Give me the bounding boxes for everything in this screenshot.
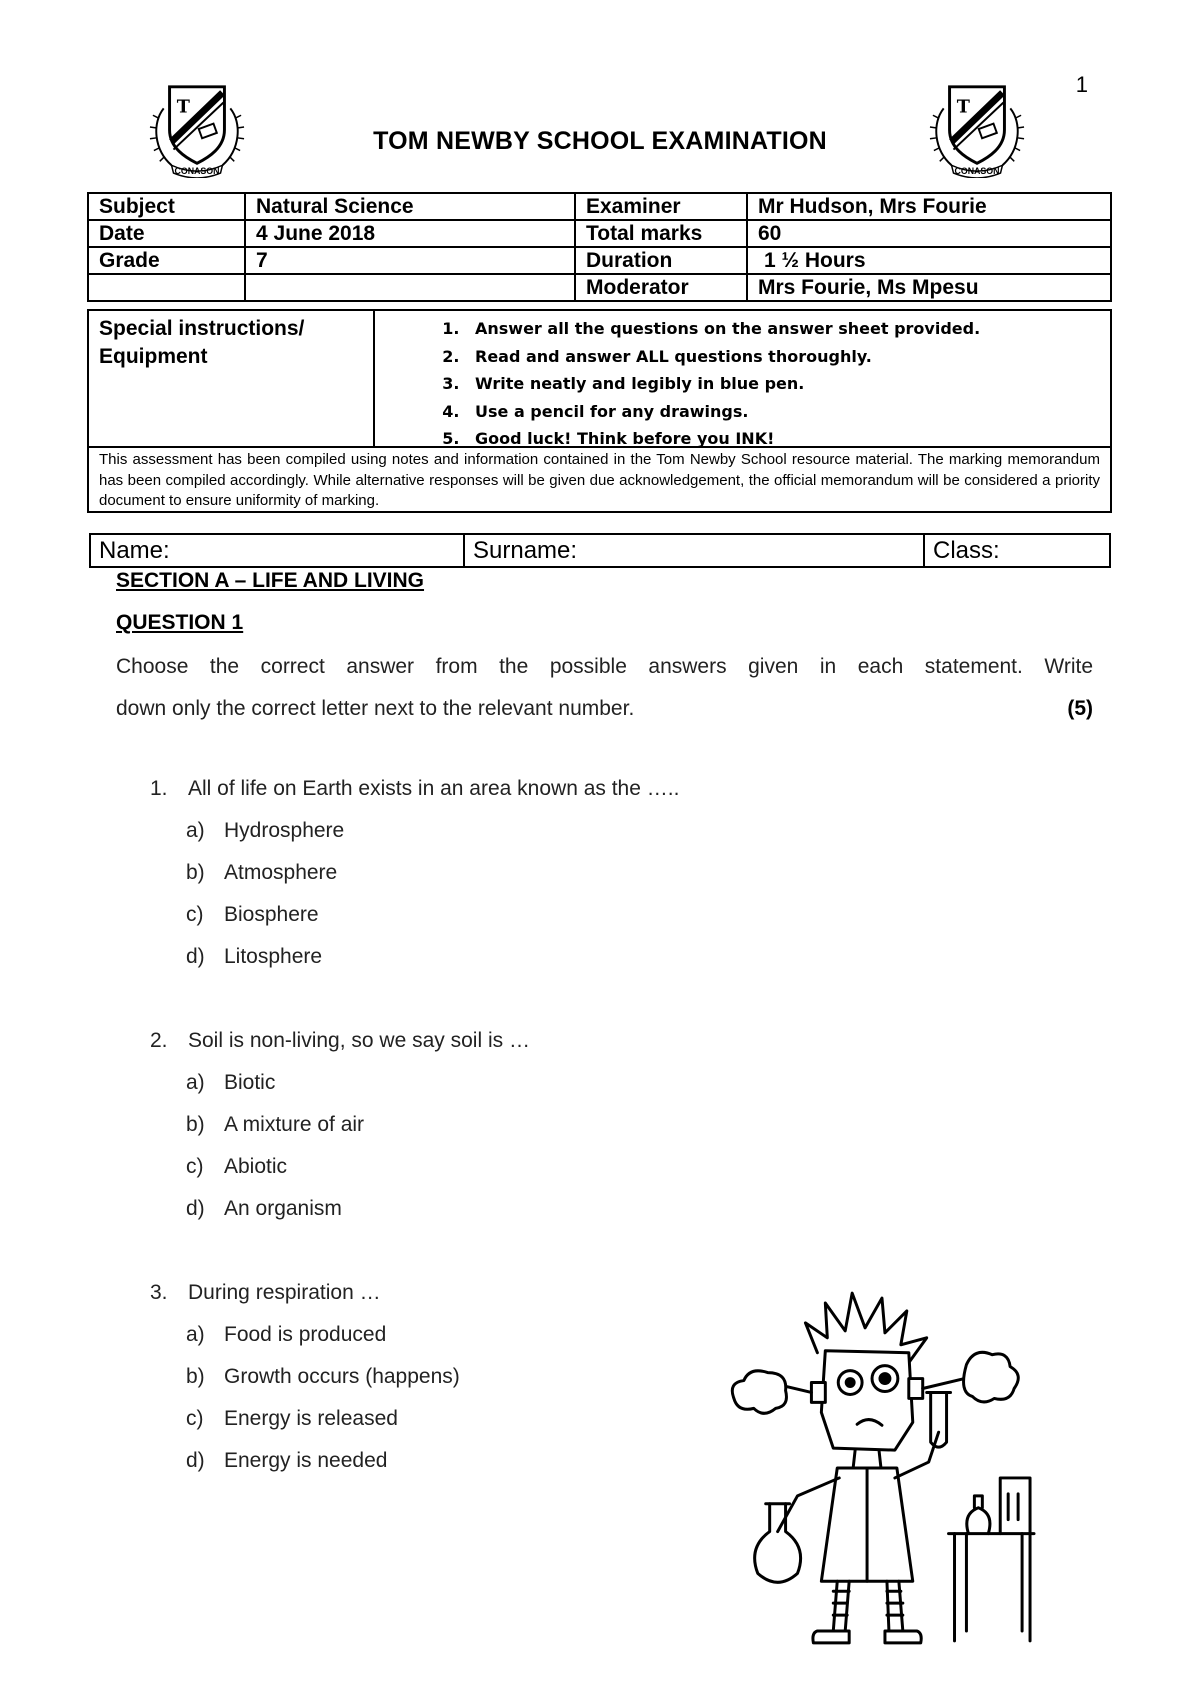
exam-title: TOM NEWBY SCHOOL EXAMINATION	[373, 127, 827, 155]
answer-option	[150, 852, 679, 894]
answer-option	[150, 894, 679, 936]
question-number: 1.	[150, 777, 168, 800]
list-item: 5. Good luck! Think before you INK!	[465, 425, 1110, 453]
option-letter: c)	[186, 1155, 204, 1178]
scientist-illustration-icon	[718, 1282, 1036, 1654]
surname-field[interactable]	[464, 534, 924, 567]
list-item: 4. Use a pencil for any drawings.	[465, 398, 1110, 426]
empty-cell	[245, 274, 575, 301]
date-value: 4 June 2018	[245, 220, 575, 247]
answer-option	[150, 1104, 679, 1146]
option-letter: a)	[186, 819, 205, 842]
answer-option	[150, 1440, 679, 1482]
subject-label: Subject	[88, 193, 245, 220]
grade-label: Grade	[88, 247, 245, 274]
option-letter: c)	[186, 903, 204, 926]
option-letter: d)	[186, 945, 205, 968]
total-marks-value: 60	[747, 220, 1111, 247]
crest-motto: CONASON	[174, 166, 220, 177]
page-number: 1	[1075, 72, 1088, 97]
section-title: SECTION A – LIFE AND LIVING	[116, 569, 425, 592]
svg-text:T: T	[176, 96, 190, 118]
assessment-note: This assessment has been compiled using notes and information contained in the Tom Newby School resource material. The marking memorandum has been compiled accordingly. While alternative responses will be given due acknowledgement, the official memorandum will be considered a priority document to ensure uniformity of marking.	[89, 446, 1110, 511]
instructions-box	[87, 309, 1112, 513]
table-row	[88, 274, 1111, 301]
answer-option	[150, 1356, 679, 1398]
option-text: Growth occurs (happens)	[224, 1365, 460, 1388]
intro-line: down only the correct letter next to the relevant number.	[116, 697, 635, 720]
name-field[interactable]	[90, 534, 464, 567]
option-letter: b)	[186, 1365, 205, 1388]
option-text: Litosphere	[224, 945, 323, 968]
option-letter: a)	[186, 1071, 205, 1094]
option-letter: a)	[186, 1323, 205, 1346]
answer-option	[150, 1062, 679, 1104]
examiner-label: Examiner	[575, 193, 747, 220]
question-stem: During respiration …	[188, 1281, 381, 1304]
marks-allocation: (5)	[1067, 697, 1093, 720]
empty-cell	[88, 274, 245, 301]
option-text: Atmosphere	[224, 861, 338, 884]
question-title: QUESTION 1	[116, 611, 244, 634]
question-instructions	[116, 646, 1093, 730]
question-stem: All of life on Earth exists in an area known as the …..	[188, 777, 680, 800]
moderator-label: Moderator	[575, 274, 747, 301]
answer-option	[150, 936, 679, 978]
table-row	[88, 220, 1111, 247]
intro-line: Choose the correct answer from the possible answers given in each statement. Write	[116, 655, 1093, 678]
class-field[interactable]	[924, 534, 1110, 567]
option-text: Energy is released	[224, 1407, 398, 1430]
question-number: 2.	[150, 1029, 168, 1052]
option-text: Biotic	[224, 1071, 276, 1094]
instructions-label-line: Equipment	[99, 345, 208, 368]
option-text: An organism	[224, 1197, 342, 1220]
class-label: Class:	[933, 537, 1000, 564]
option-text: Energy is needed	[224, 1449, 388, 1472]
option-text: Hydrosphere	[224, 819, 345, 842]
duration-label: Duration	[575, 247, 747, 274]
crest-motto: CONASON	[954, 166, 1000, 177]
option-letter: c)	[186, 1407, 204, 1430]
total-marks-label: Total marks	[575, 220, 747, 247]
grade-value: 7	[245, 247, 575, 274]
table-row	[90, 534, 1110, 567]
option-text: Abiotic	[224, 1155, 288, 1178]
answer-option	[150, 1398, 679, 1440]
name-label: Name:	[99, 537, 170, 564]
question-item	[150, 768, 679, 978]
instructions-label	[89, 311, 375, 446]
question-stem: Soil is non-living, so we say soil is …	[188, 1029, 530, 1052]
examiner-value: Mr Hudson, Mrs Fourie	[747, 193, 1111, 220]
question-item	[150, 1272, 679, 1482]
date-label: Date	[88, 220, 245, 247]
svg-text:T: T	[956, 96, 970, 118]
answer-option	[150, 810, 679, 852]
table-row	[88, 193, 1111, 220]
instructions-label-line: Special instructions/	[99, 317, 305, 340]
moderator-value: Mrs Fourie, Ms Mpesu	[747, 274, 1111, 301]
student-details-table	[89, 533, 1111, 568]
option-letter: b)	[186, 1113, 205, 1136]
question-number: 3.	[150, 1281, 168, 1304]
option-letter: d)	[186, 1197, 205, 1220]
list-item: 2. Read and answer ALL questions thoroughly.	[465, 343, 1110, 371]
question-list	[150, 768, 679, 1524]
option-letter: b)	[186, 861, 205, 884]
answer-option	[150, 1188, 679, 1230]
option-text: Biosphere	[224, 903, 319, 926]
option-letter: d)	[186, 1449, 205, 1472]
option-text: A mixture of air	[224, 1113, 365, 1136]
duration-value: 1 ½ Hours	[747, 247, 1111, 274]
list-item: 1. Answer all the questions on the answer sheet provided.	[465, 315, 1110, 343]
instructions-list	[377, 311, 1110, 446]
table-row	[88, 247, 1111, 274]
exam-info-table	[87, 192, 1112, 302]
surname-label: Surname:	[473, 537, 578, 564]
answer-option	[150, 1146, 679, 1188]
subject-value: Natural Science	[245, 193, 575, 220]
option-text: Food is produced	[224, 1323, 387, 1346]
answer-option	[150, 1314, 679, 1356]
list-item: 3. Write neatly and legibly in blue pen.	[465, 370, 1110, 398]
question-item	[150, 1020, 679, 1230]
